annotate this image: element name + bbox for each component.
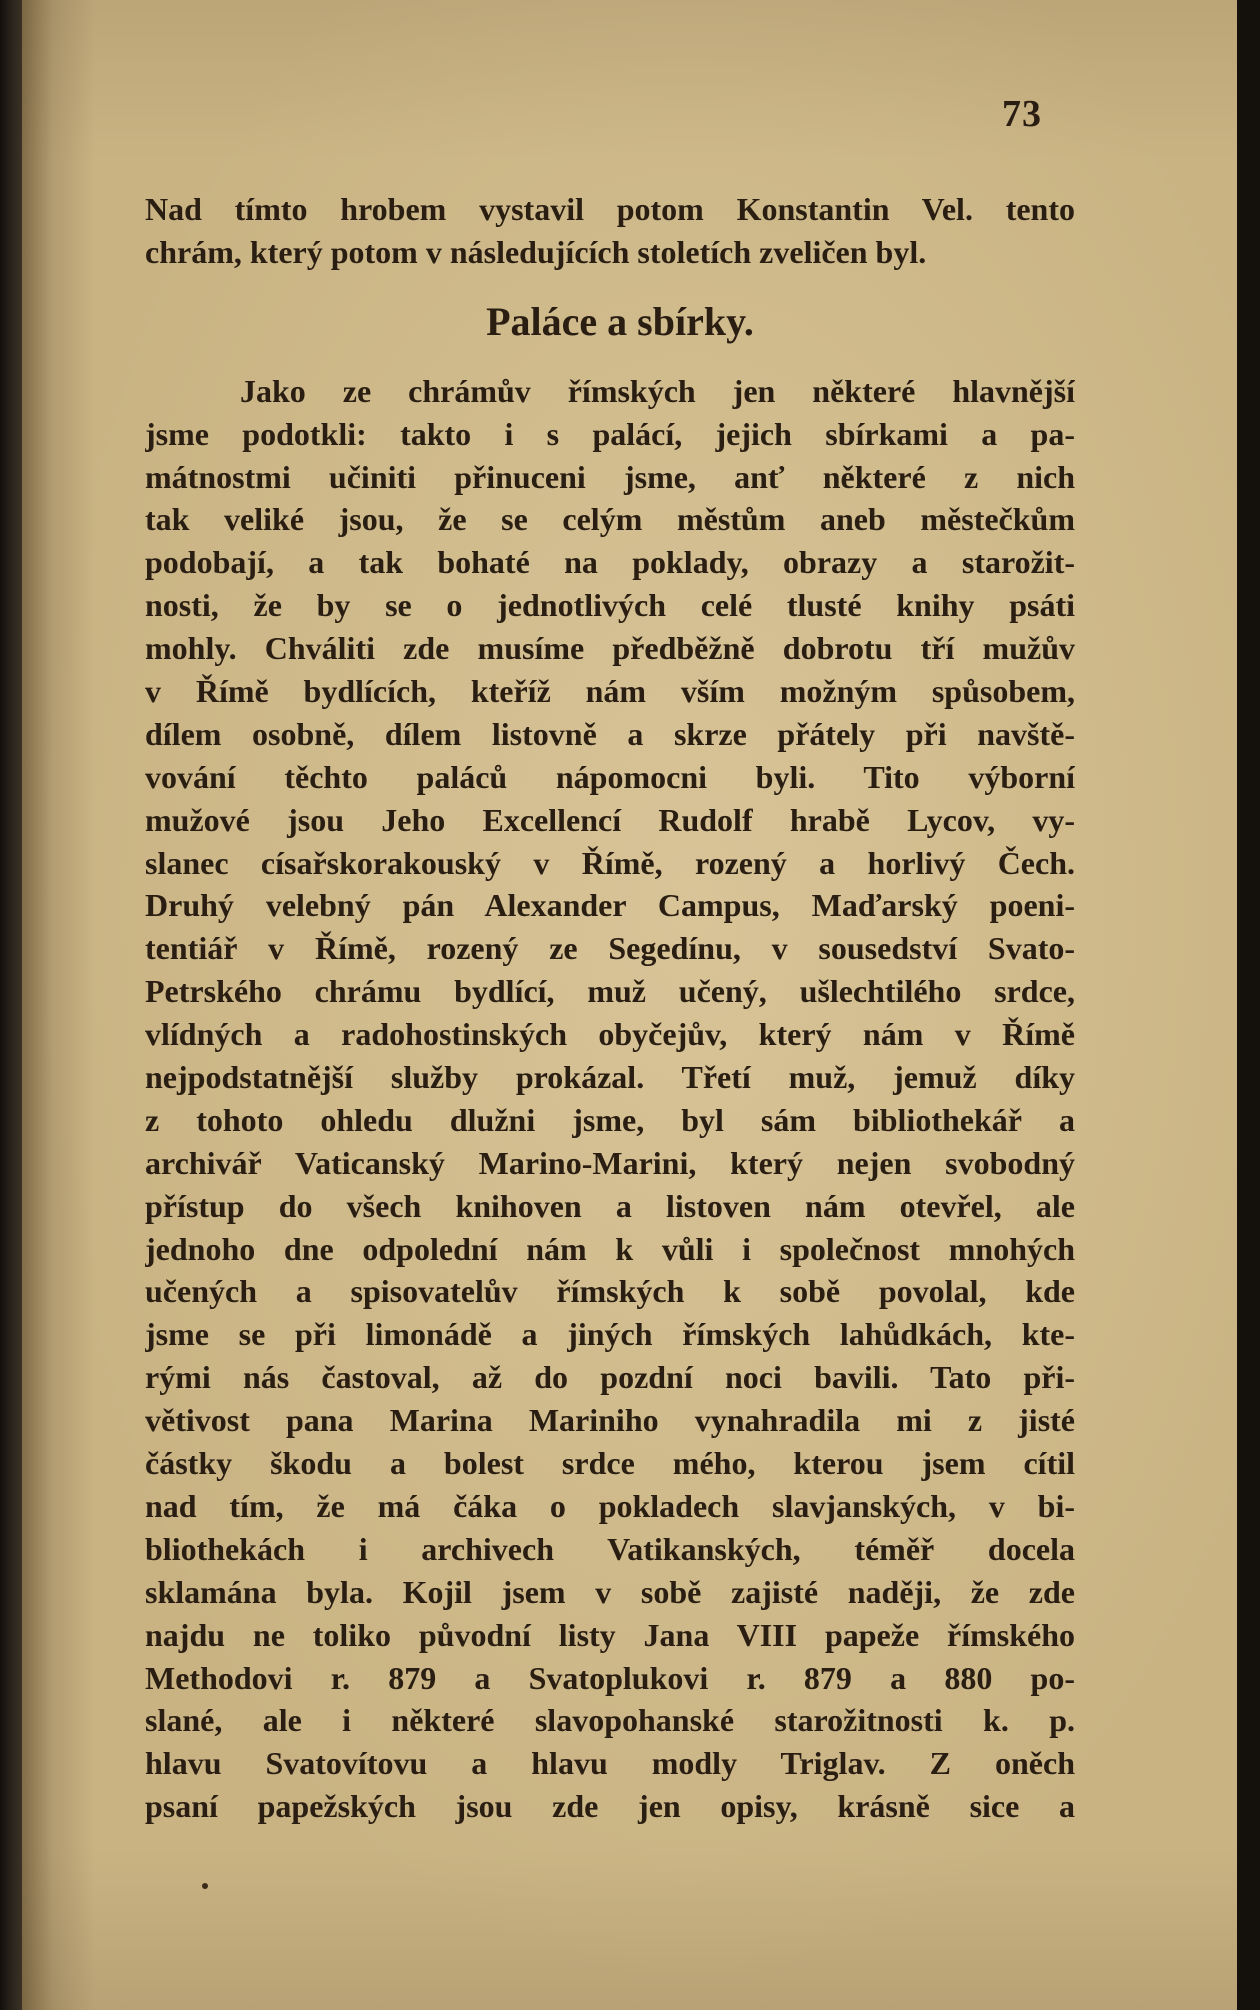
text-line: jsme se při limonádě a jiných římských lahůdkách, kte- <box>145 1316 1075 1353</box>
text-line: chrám, který potom v následujících stoletích zveličen byl. <box>145 233 927 270</box>
text-line: Druhý velebný pán Alexander Campus, Maďarský poeni- <box>145 887 1075 924</box>
text-line: učených a spisovatelův římských k sobě povolal, kde <box>145 1273 1075 1310</box>
scan-border <box>1237 0 1260 2010</box>
text-line: najdu ne toliko původní listy Jana VIII papeže římského <box>145 1616 1075 1653</box>
text-line: nejpodstatnější služby prokázal. Třetí muž, jemuž díky <box>145 1059 1075 1096</box>
text-line: Nad tímto hrobem vystavil potom Konstantin Vel. tento <box>145 191 1075 227</box>
page-text <box>145 188 1075 1828</box>
text-line: nosti, že by se o jednotlivých celé tlusté knihy psáti <box>145 587 1075 624</box>
text-line: archivář Vaticanský Marino-Marini, který nejen svobodný <box>145 1144 1075 1181</box>
text-line: bliothekách i archivech Vatikanských, téměř docela <box>145 1530 1075 1567</box>
text-line: vování těchto paláců nápomocni byli. Tito výborní <box>145 758 1075 795</box>
text-line: vlídných a radohostinských obyčejův, který nám v Římě <box>145 1016 1075 1053</box>
book-page <box>22 0 1237 2010</box>
text-line: jsme podotkli: takto i s palácí, jejich sbírkami a pa- <box>145 415 1075 452</box>
text-line: Jako ze chrámův římských jen některé hlavnější <box>240 372 1075 409</box>
text-line: sklamána byla. Kojil jsem v sobě zajisté naději, že zde <box>145 1573 1075 1610</box>
page-number: 73 <box>1002 93 1042 135</box>
text-line: Petrského chrámu bydlící, muž učený, ušlechtilého srdce, <box>145 973 1075 1010</box>
text-line: nad tím, že má čáka o pokladech slavjanských, v bi- <box>145 1487 1075 1524</box>
text-line: v Římě bydlících, kteříž nám vším možným spůsobem, <box>145 673 1075 710</box>
text-line: psaní papežských jsou zde jen opisy, krásně sice a <box>145 1788 1075 1825</box>
text-line: dílem osobně, dílem listovně a skrze přátely při navště- <box>145 715 1075 752</box>
text-line: Methodovi r. 879 a Svatoplukovi r. 879 a 880 po- <box>145 1659 1075 1696</box>
section-heading: Paláce a sbírky. <box>486 298 754 344</box>
text-line: částky škodu a bolest srdce mého, kterou jsem cítil <box>145 1445 1075 1482</box>
text-line: jednoho dne odpolední nám k vůli i společnost mnohých <box>145 1230 1075 1267</box>
text-line: mužové jsou Jeho Excellencí Rudolf hrabě Lycov, vy- <box>145 801 1075 838</box>
ink-speck <box>202 1883 208 1889</box>
text-line: mátnostmi učiniti přinuceni jsme, anť některé z nich <box>145 458 1075 495</box>
text-line: podobají, a tak bohaté na poklady, obrazy a starožit- <box>145 544 1075 581</box>
text-line: rými nás častoval, až do pozdní noci bavili. Tato při- <box>145 1359 1075 1396</box>
text-line: mohly. Chváliti zde musíme předběžně dobrotu tří mužův <box>145 630 1075 667</box>
book-spine-edge <box>0 0 22 2010</box>
text-line: přístup do všech knihoven a listoven nám otevřel, ale <box>145 1187 1075 1224</box>
text-line: větivost pana Marina Mariniho vynahradila mi z jisté <box>145 1402 1075 1439</box>
text-line: slané, ale i některé slavopohanské starožitnosti k. p. <box>145 1702 1075 1739</box>
text-line: tak veliké jsou, že se celým městům aneb městečkům <box>145 501 1075 538</box>
text-line: slanec císařskorakouský v Římě, rozený a horlivý Čech. <box>145 844 1075 881</box>
text-line: hlavu Svatovítovu a hlavu modly Triglav. Z oněch <box>145 1745 1075 1782</box>
text-line: tentiář v Římě, rozený ze Segedínu, v sousedství Svato- <box>145 930 1075 967</box>
text-line: z tohoto ohledu dlužni jsme, byl sám bibliothekář a <box>145 1101 1075 1138</box>
